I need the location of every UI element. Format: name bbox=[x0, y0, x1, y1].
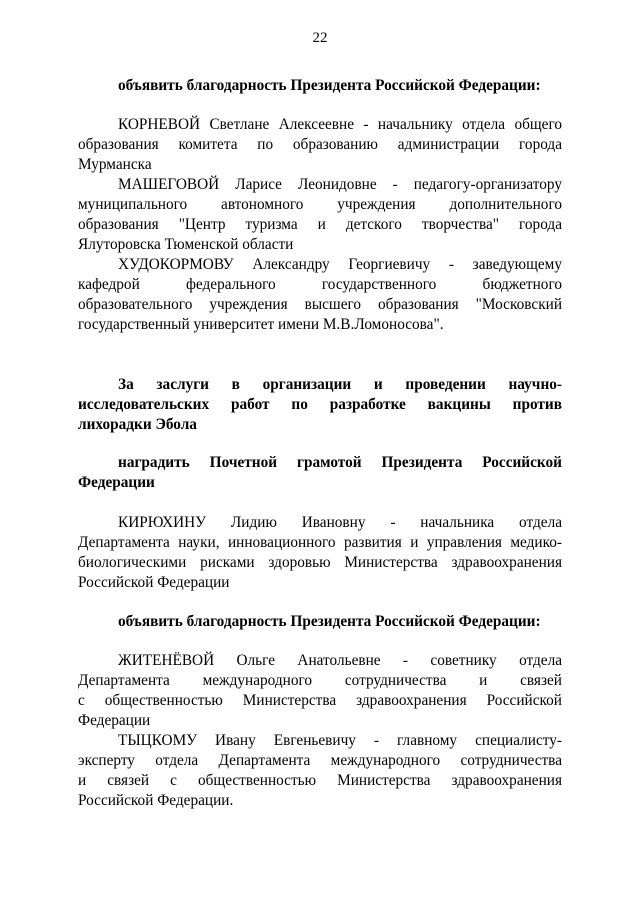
award-heading-line: Федерации bbox=[78, 474, 155, 491]
entry-line: эксперту отдела Департамента международного сотрудничества bbox=[78, 752, 562, 769]
entry-line: государственный университет имени М.В.Ломоносова". bbox=[78, 316, 444, 333]
entry-line: муниципального автономного учреждения дополнительного bbox=[78, 196, 562, 213]
section-heading: объявить благодарность Президента Российской Федерации: bbox=[118, 77, 541, 94]
entry-line: КИРЮХИНУ Лидию Ивановну - начальника отдела bbox=[118, 514, 562, 531]
entry-line: Мурманска bbox=[78, 156, 152, 173]
entry-line: ТЫЦКОМУ Ивану Евгеньевичу - главному специалисту- bbox=[118, 732, 562, 749]
entry-line: образования комитета по образованию администрации города bbox=[78, 136, 562, 153]
entry-line: Ялуторовска Тюменской области bbox=[78, 236, 294, 253]
entry-line: с общественностью Министерства здравоохранения Российской bbox=[78, 692, 562, 709]
award-heading-line: наградить Почетной грамотой Президента Российской bbox=[118, 454, 562, 471]
entry-line: Российской Федерации bbox=[78, 574, 230, 591]
entry-line: ХУДОКОРМОВУ Александру Георгиевичу - заведующему bbox=[118, 256, 562, 273]
page-number: 22 bbox=[312, 30, 328, 46]
entry-line: кафедрой федерального государственного бюджетного bbox=[78, 276, 562, 293]
entry-line: Департамента международного сотрудничества и связей bbox=[78, 672, 562, 689]
entry-line: образовательного учреждения высшего образования "Московский bbox=[78, 296, 562, 313]
section-heading: объявить благодарность Президента Российской Федерации: bbox=[118, 613, 541, 630]
section-title-line: лихорадки Эбола bbox=[78, 416, 197, 433]
entry-line: ЖИТЕНЁВОЙ Ольге Анатольевне - советнику отдела bbox=[118, 652, 562, 669]
entry-line: Департамента науки, инновационного развития и управления медико- bbox=[78, 534, 562, 551]
entry-line: Федерации bbox=[78, 712, 151, 729]
section-title-line: исследовательских работ по разработке вакцины против bbox=[78, 396, 562, 413]
entry-line: и связей с общественностью Министерства здравоохранения bbox=[78, 772, 562, 789]
section-title-line: За заслуги в организации и проведении научно- bbox=[118, 376, 562, 393]
entry-line: Российской Федерации. bbox=[78, 792, 234, 809]
entry-line: КОРНЕВОЙ Светлане Алексеевне - начальнику отдела общего bbox=[118, 116, 562, 133]
entry-line: биологическими рисками здоровью Министерства здравоохранения bbox=[78, 554, 562, 571]
entry-line: МАШЕГОВОЙ Ларисе Леонидовне - педагогу-организатору bbox=[118, 176, 562, 193]
entry-line: образования "Центр туризма и детского творчества" города bbox=[78, 216, 562, 233]
